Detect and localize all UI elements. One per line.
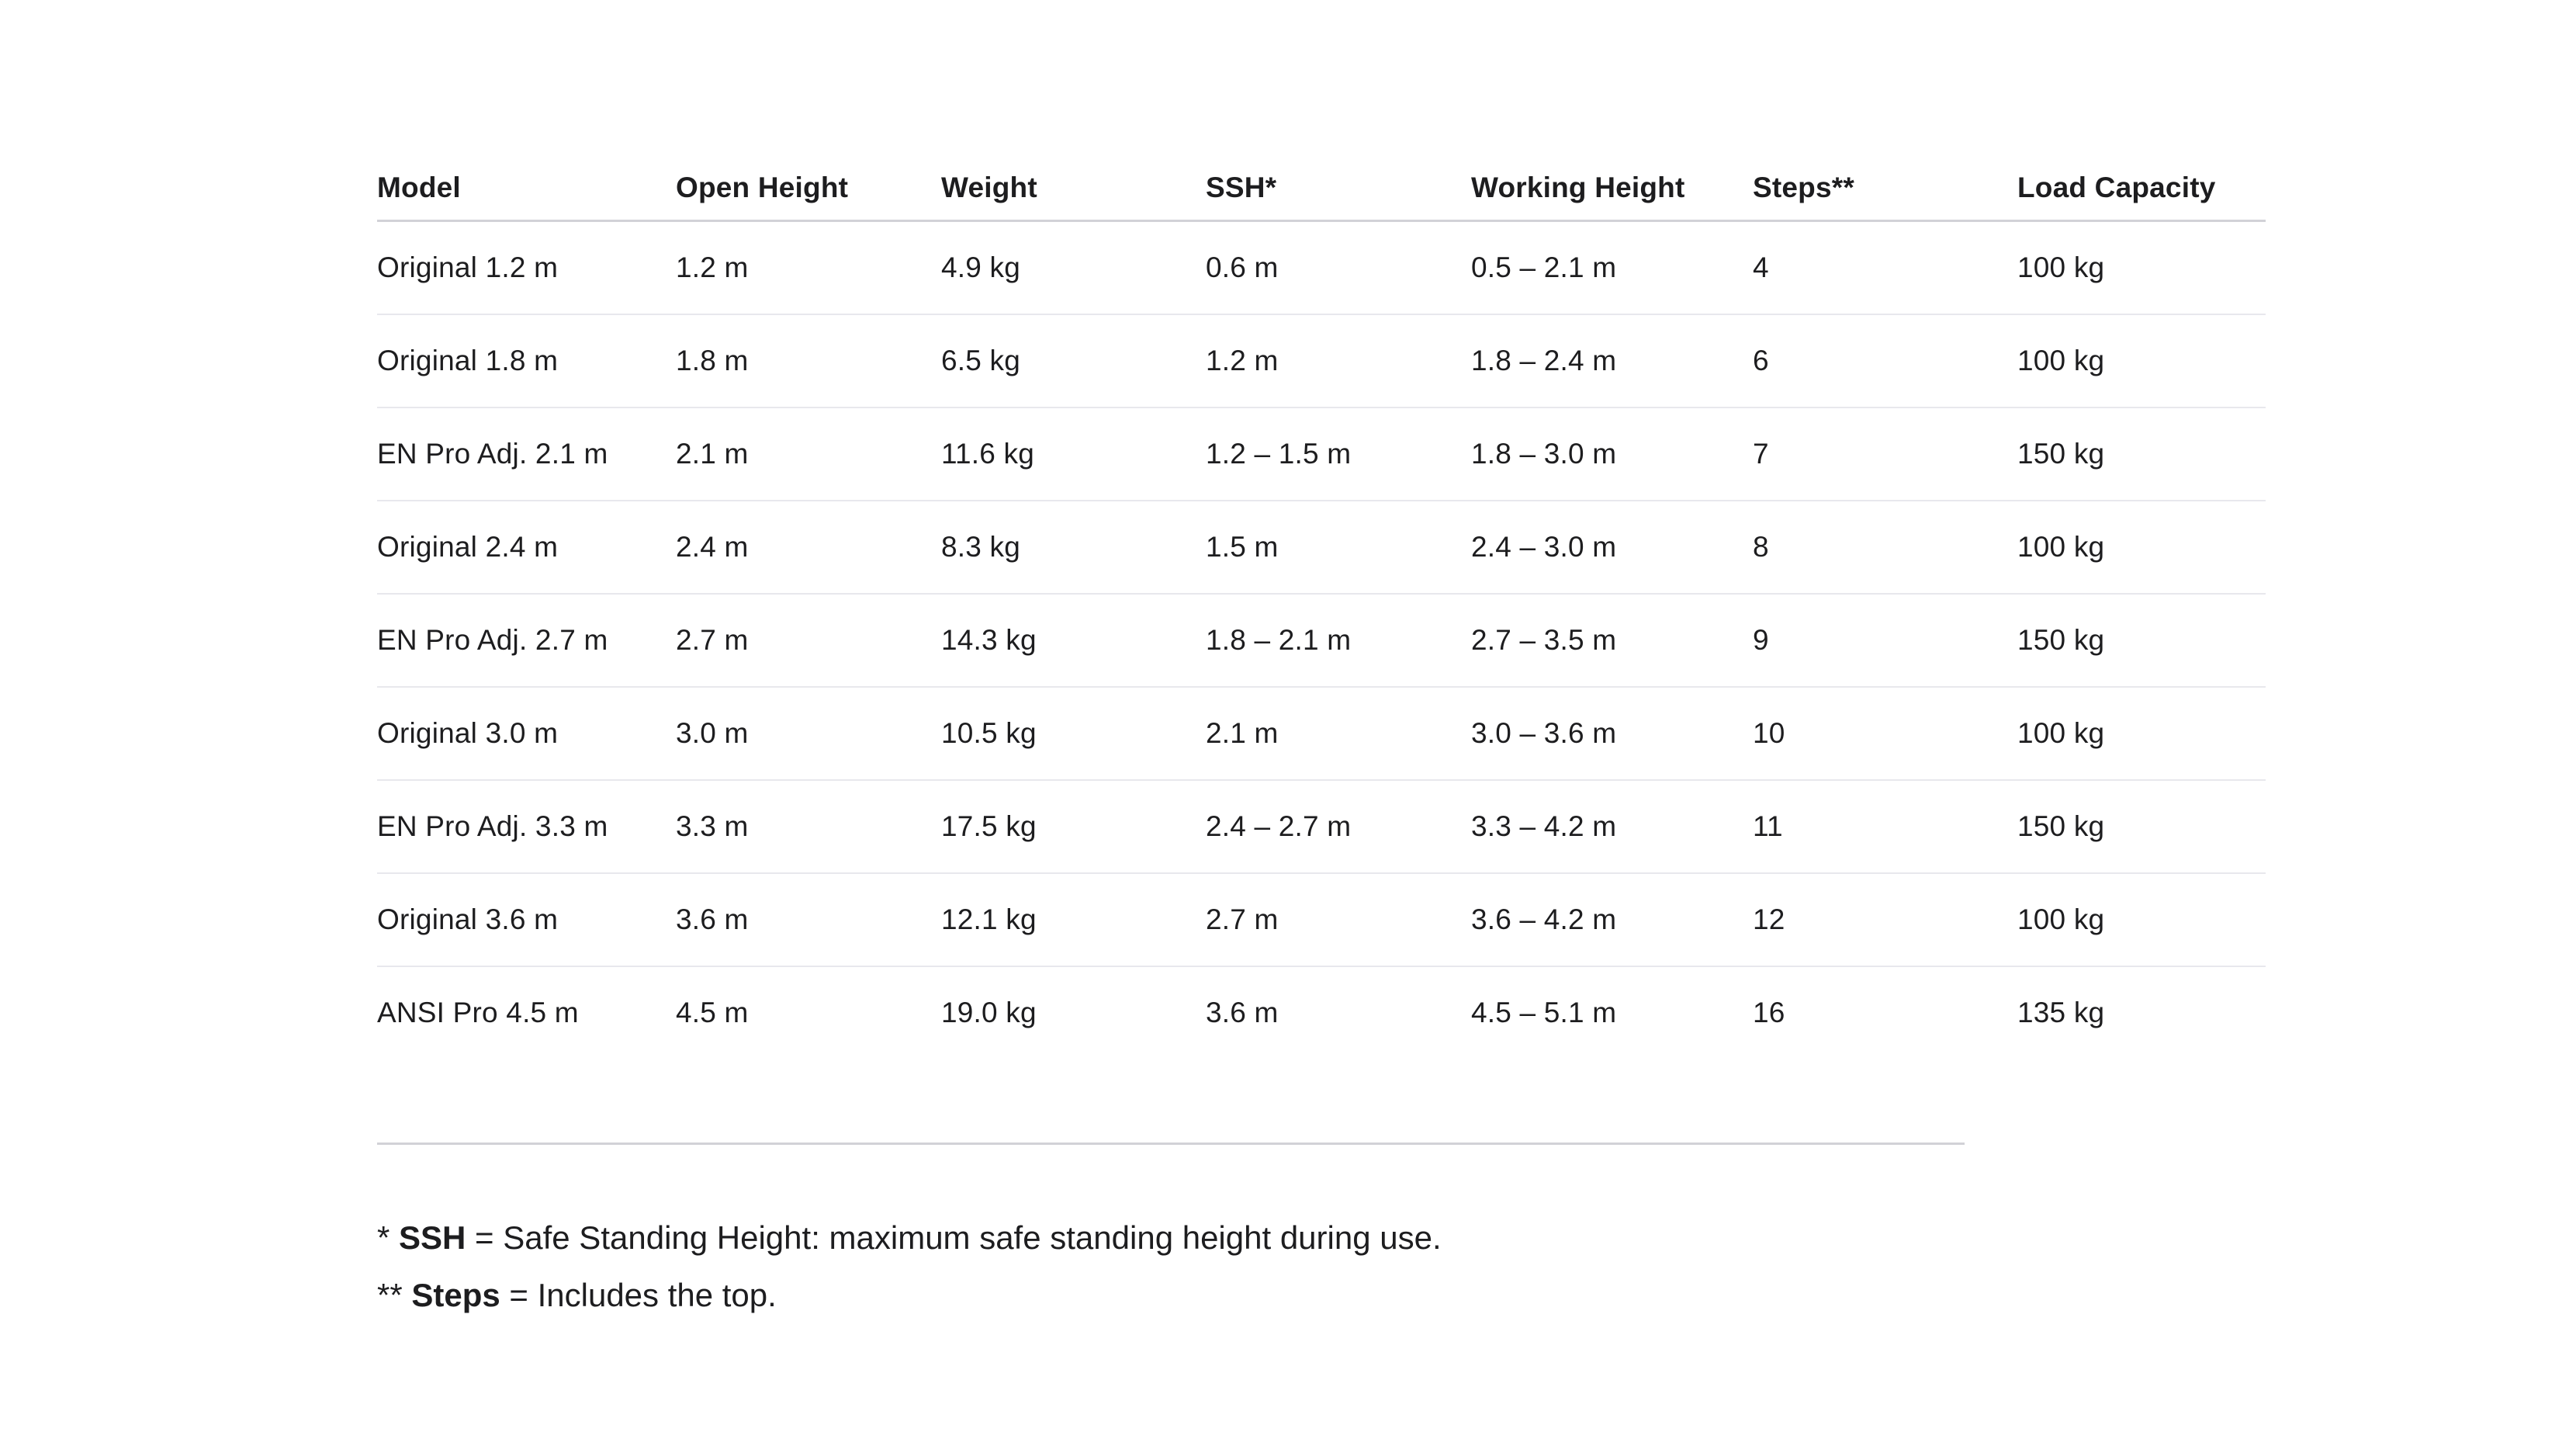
header-model: Model [377,155,676,221]
cell-open-height: 2.1 m [676,407,941,501]
cell-weight: 17.5 kg [941,780,1206,873]
cell-load-capacity: 150 kg [2017,594,2266,687]
header-ssh: SSH* [1206,155,1471,221]
table-row [377,594,2266,687]
cell-ssh: 1.5 m [1206,501,1471,594]
header-open-height: Open Height [676,155,941,221]
footnote-text-steps: = Includes the top. [500,1277,777,1313]
cell-ssh: 3.6 m [1206,997,1279,1028]
footnote-marker: ** [377,1277,412,1313]
cell-weight: 12.1 kg [941,873,1206,966]
cell-weight: 6.5 kg [941,314,1206,407]
cell-open-height: 2.7 m [676,594,941,687]
cell-model: EN Pro Adj. 3.3 m [377,780,676,873]
cell-ssh: 1.8 – 2.1 m [1206,594,1471,687]
cell-open-height: 3.3 m [676,780,941,873]
cell-steps: 16 [1753,997,1785,1028]
header-load-capacity: Load Capacity [2017,155,2266,221]
cell-steps: 7 [1753,407,2017,501]
footnote-divider [377,1143,1965,1145]
table-row [377,687,2266,780]
cell-ssh: 1.2 m [1206,314,1471,407]
cell-working-height: 2.4 – 3.0 m [1471,501,1753,594]
cell-working-height: 3.0 – 3.6 m [1471,687,1753,780]
cell-load-capacity: 150 kg [2017,780,2266,873]
cell-model: Original 1.8 m [377,314,676,407]
cell-working-height: 3.6 – 4.2 m [1471,873,1753,966]
footnote-marker: * [377,1219,400,1256]
cell-load-capacity: 100 kg [2017,501,2266,594]
cell-weight: 14.3 kg [941,594,1206,687]
cell-load-capacity: 100 kg [2017,314,2266,407]
cell-steps: 11 [1753,780,2017,873]
cell-weight: 10.5 kg [941,687,1206,780]
table-row [377,780,2266,873]
cell-model: EN Pro Adj. 2.1 m [377,407,676,501]
cell-model: ANSI Pro 4.5 m [377,997,579,1028]
cell-working-height: 3.3 – 4.2 m [1471,780,1753,873]
cell-load-capacity: 100 kg [2017,873,2266,966]
cell-working-height: 1.8 – 2.4 m [1471,314,1753,407]
cell-open-height: 2.4 m [676,501,941,594]
table-header-row [377,155,2266,221]
cell-weight: 8.3 kg [941,501,1206,594]
header-weight: Weight [941,155,1206,221]
header-steps: Steps** [1753,155,2017,221]
header-working-height: Working Height [1471,155,1753,221]
cell-open-height: 3.0 m [676,687,941,780]
cell-steps: 9 [1753,594,2017,687]
footnote-term-steps: Steps [411,1277,500,1313]
cell-steps: 6 [1753,314,2017,407]
cell-working-height: 0.5 – 2.1 m [1471,221,1753,315]
cell-steps: 10 [1753,687,2017,780]
cell-open-height: 4.5 m [676,997,749,1028]
cell-ssh: 2.1 m [1206,687,1471,780]
cell-working-height: 4.5 – 5.1 m [1471,997,1617,1028]
cell-ssh: 2.7 m [1206,873,1471,966]
cell-model: Original 3.0 m [377,687,676,780]
cell-model: EN Pro Adj. 2.7 m [377,594,676,687]
footnote-steps [377,1267,2239,1324]
cell-weight: 4.9 kg [941,221,1206,315]
table-row [377,501,2266,594]
cell-working-height: 1.8 – 3.0 m [1471,407,1753,501]
footnotes [377,1209,2239,1324]
cell-load-capacity: 135 kg [2017,997,2105,1028]
cell-ssh: 2.4 – 2.7 m [1206,780,1471,873]
cell-model: Original 1.2 m [377,221,676,315]
cell-ssh: 0.6 m [1206,221,1471,315]
cell-steps: 8 [1753,501,2017,594]
footnote-term-ssh: SSH [399,1219,466,1256]
cell-load-capacity: 100 kg [2017,221,2266,315]
cell-working-height: 2.7 – 3.5 m [1471,594,1753,687]
footnote-ssh [377,1209,2239,1267]
cell-open-height: 1.2 m [676,221,941,315]
cell-weight: 11.6 kg [941,407,1206,501]
cell-weight: 19.0 kg [941,997,1037,1028]
cell-model: Original 3.6 m [377,873,676,966]
table-row [377,407,2266,501]
cell-open-height: 3.6 m [676,873,941,966]
table-row [377,221,2266,315]
table-row [377,966,2266,1059]
cell-load-capacity: 150 kg [2017,407,2266,501]
table-row [377,873,2266,966]
cell-steps: 4 [1753,221,2017,315]
cell-load-capacity: 100 kg [2017,687,2266,780]
cell-steps: 12 [1753,873,2017,966]
cell-model: Original 2.4 m [377,501,676,594]
footnote-text-ssh: = Safe Standing Height: maximum safe standing height during use. [466,1219,1442,1256]
cell-open-height: 1.8 m [676,314,941,407]
table-row [377,314,2266,407]
cell-ssh: 1.2 – 1.5 m [1206,407,1471,501]
ladder-spec-table [377,155,2266,1059]
